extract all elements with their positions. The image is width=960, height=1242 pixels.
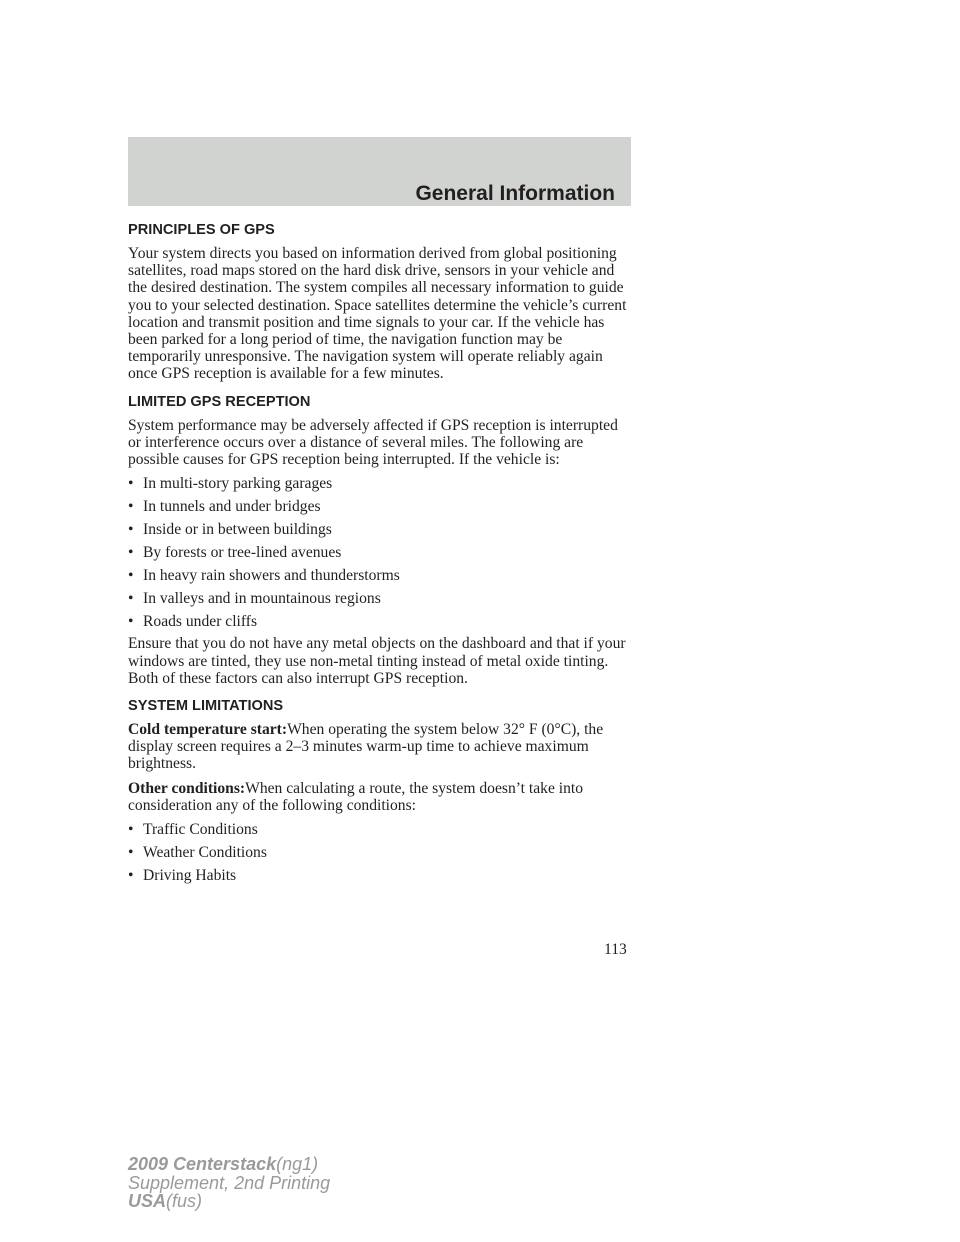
heading-limited-gps-reception: LIMITED GPS RECEPTION: [128, 393, 311, 410]
other-conditions-text: When calculating a route, the system doesn’t take into consideration any of the following conditions:: [128, 779, 584, 814]
page-content: [128, 222, 634, 890]
bullet-icon: •: [128, 821, 134, 839]
list-item: [128, 521, 634, 538]
bullet-icon: •: [128, 498, 134, 516]
cold-start-text: When operating the system below 32° F (0°C), the display screen requires a 2–3 minutes warm-up time to achieve maximum brightness.: [128, 721, 604, 773]
list-item-text: Driving Habits: [143, 866, 237, 884]
list-route-conditions: [128, 821, 634, 884]
heading-system-limitations: SYSTEM LIMITATIONS: [128, 698, 284, 715]
section-title: General Information: [415, 182, 615, 205]
document-footer: [128, 1155, 330, 1211]
list-item-text: In multi-story parking garages: [143, 475, 333, 493]
list-item-text: Traffic Conditions: [143, 821, 258, 839]
list-item: [128, 844, 634, 861]
list-item: [128, 475, 634, 492]
paragraph-limited-intro: System performance may be adversely affected if GPS reception is interrupted or interference occurs over a distance of several miles. The following are possible causes for GPS reception being interrupted. If the vehicle is:: [128, 416, 618, 469]
run-in-other-conditions: Other conditions:: [128, 779, 246, 797]
list-item-text: In valleys and in mountainous regions: [143, 589, 381, 607]
paragraph-limited-closing: Ensure that you do not have any metal objects on the dashboard and that if your windows are tinted, they use non-metal tinting instead of metal oxide tinting. Both of these factors can also interrupt GPS reception.: [128, 635, 626, 687]
section-principles-of-gps: [128, 222, 634, 383]
bullet-icon: •: [128, 521, 134, 539]
footer-model-code: (ng1): [276, 1154, 319, 1174]
list-item-text: In heavy rain showers and thunderstorms: [143, 566, 400, 584]
footer-line-2: Supplement, 2nd Printing: [128, 1172, 331, 1193]
list-item: [128, 590, 634, 607]
bullet-icon: •: [128, 843, 134, 861]
bullet-icon: •: [128, 866, 134, 884]
paragraph-principles: Your system directs you based on information derived from global positioning satellites, road maps stored on the hard disk drive, sensors in your vehicle and the desired destination. The system compiles all necessary information to guide you to your selected destination. Space satellites determine the vehicle’s current location and transmit position and time signals to your car. If the vehicle has been parked for a long period of time, the navigation function may be temporarily unresponsive. The navigation system will operate reliably again once GPS reception is available for a few minutes.: [128, 245, 627, 383]
list-reception-causes: [128, 475, 634, 630]
bullet-icon: •: [128, 612, 134, 630]
paragraph-other-conditions: [128, 780, 634, 814]
section-limited-gps-reception: [128, 394, 634, 687]
footer-market: USA: [128, 1191, 167, 1211]
page-number: 113: [604, 941, 627, 958]
run-in-cold-start: Cold temperature start:: [128, 721, 288, 739]
bullet-icon: •: [128, 543, 134, 561]
list-item: [128, 867, 634, 884]
list-item-text: Roads under cliffs: [143, 612, 258, 630]
footer-line-3: [128, 1192, 330, 1211]
list-item: [128, 498, 634, 515]
bullet-icon: •: [128, 566, 134, 584]
list-item: [128, 544, 634, 561]
list-item: [128, 613, 634, 630]
list-item-text: By forests or tree-lined avenues: [143, 543, 342, 561]
bullet-icon: •: [128, 475, 134, 493]
footer-model: 2009 Centerstack: [128, 1154, 277, 1174]
footer-line-1: [128, 1155, 330, 1174]
list-item-text: Inside or in between buildings: [143, 521, 332, 539]
footer-market-code: (fus): [166, 1191, 203, 1211]
heading-principles-of-gps: PRINCIPLES OF GPS: [128, 222, 275, 238]
list-item-text: In tunnels and under bridges: [143, 498, 321, 516]
list-item: [128, 821, 634, 838]
section-header-band: [128, 137, 631, 206]
list-item-text: Weather Conditions: [143, 843, 267, 861]
bullet-icon: •: [128, 589, 134, 607]
list-item: [128, 567, 634, 584]
paragraph-cold-start: [128, 721, 634, 773]
section-system-limitations: [128, 698, 634, 884]
